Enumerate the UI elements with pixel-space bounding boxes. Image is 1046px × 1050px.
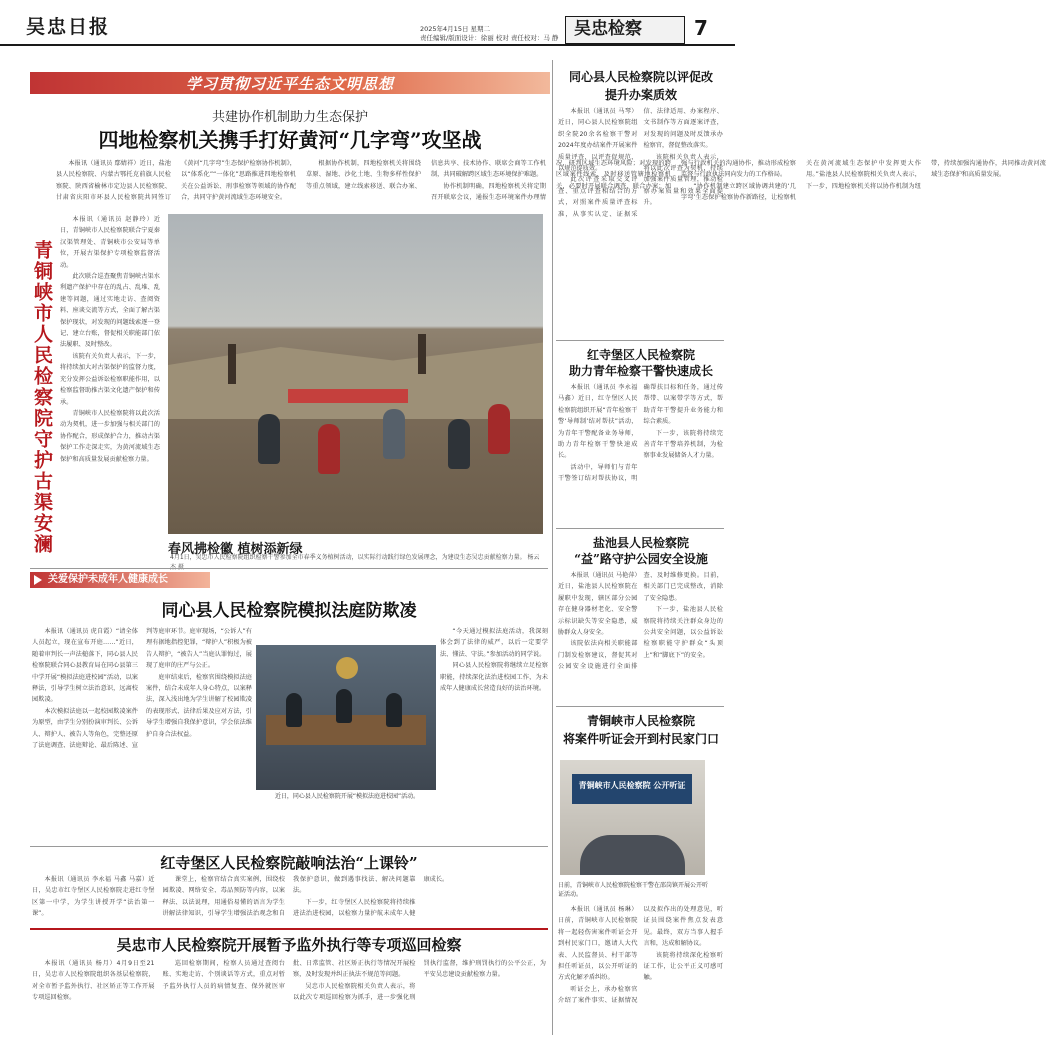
photo-person [386,693,402,727]
hongsipu-help-body [558,382,723,526]
lead-headline-quote: “几字弯”攻坚战 [338,128,482,152]
wuzhong-supervision-body [32,958,546,1036]
tongxin-rating-paragraph: 本报讯（通讯员 马琴）近日，同心县人民检察院组织全院20余名检察干警对2024年度办结案件开展案件质量评查，以评查促规范，以规范提质效。 [558,108,638,173]
photo-tree [228,344,236,384]
hongsipu-help-paragraph: 本报讯（通讯员 李永福 马鑫）近日，红寺堡区人民检察院组织开展“青年检察干警‘导师制’结对帮扶”活动，为青年干警配备业务导师，助力青年检察干警快速成长。 [558,384,638,460]
tongxia-hearing-paragraph: 该院将持续深化检察听证工作，让公平正义可感可触。 [643,951,723,982]
section-rule [556,340,724,341]
photo-title: 春风拂检徽 植树添新绿 [168,542,303,557]
yanchi-headline-1: 盐池县人民检察院 [592,536,689,550]
hongsipu-law-paragraph: 课堂上，检察官结合真实案例，围绕校园欺凌、网络安全、毒品预防等内容，以案释法、以法说理，用通俗易懂的语言为学生讲解法律知识，引导学生增强法治观念和自我保护意识，做到遇事找法、解决问题靠法。 [162,876,416,918]
wuzhong-supervision-paragraph: 本报讯（通讯员 杨月）4月9日至21日，吴忠市人民检察院组织各基层检察院，对全市暂予监外执行、社区矫正等工作开展专项巡回检察。 [32,960,155,1002]
minors-body-left [32,626,252,841]
hongsipu-help-headline-2: 助力青年检察干警快速成长 [568,364,713,378]
lead-paragraph: 根据协作机制，四地检察机关将围绕草原、湿地、沙化土地、生物多样性保护等重点领域，建立线索移送、联合办案、信息共享、技术协作、联席会商等工作机制，共同破解跨区域生态环境保护难题。 [306,160,546,190]
moot-court-photo [256,645,436,790]
wuzhong-supervision-headline: 吴忠市人民检察院开展暂予监外执行等专项巡回检察 [116,936,462,954]
tongxia-paragraph: 该院有关负责人表示，下一步，将持续加大对古渠保护的监督力度，充分发挥公益诉讼检察职能作用，以检察监督助推古渠文化遗产保护和传承。 [60,352,160,406]
tongxia-hearing-paragraph: 本报讯（通讯员 杨琳）日前，青铜峡市人民检察院将一起轻伤害案件听证会开到村民家门口，邀请人大代表、人民监督员、村干部等担任听证员，以公开听证的方式化解矛盾纠纷。 [558,906,638,982]
hongsipu-help-paragraph: 下一步，该院将持续完善青年干警培养机制，为检察事业发展储备人才力量。 [643,429,723,460]
lead-headline [30,124,550,153]
tongxia-vertical-title: 青铜峡市人民检察院守护古渠安澜 [31,240,53,555]
wuzhong-supervision-paragraph: 吴忠市人民检察院相关负责人表示，将以此次专项巡回检察为抓手，进一步强化刑罚执行监督，维护刑罚执行的公平公正，为平安吴忠建设贡献检察力量。 [293,960,546,1002]
masthead [0,0,735,46]
issue-date: 2025年4月15日 星期二 [420,25,491,33]
minors-paragraph: 庭审结束后，检察官围绕模拟法庭案件，结合未成年人身心特点，以案释法，深入浅出地为学生讲解了校园欺凌的表现形式、法律后果及应对方法，引导学生增强自我保护意识，学会依法维护自身合法权益。 [146,673,252,738]
yanchi-paragraph: 该院依法向相关职能部门制发检察建议，督促其对公园安全设施进行全面排查、及时维修更换。目前，相关部门已完成整改，消除了安全隐患。 [558,572,723,671]
lead-kicker: 共建协作机制助力生态保护 [211,110,368,125]
page-number: 7 [694,16,708,40]
photo-figure [488,404,510,454]
tongxia-hearing-headline-1: 青铜峡市人民检察院 [586,714,695,728]
photo-caption: 4月1日，吴忠市人民检察院组织检察干警参加全市春季义务植树活动，以实际行动践行绿色发展理念，为建设生态吴忠贡献检察力量。 杨云 [170,554,540,561]
hongsipu-law-paragraph: 下一步，红寺堡区人民检察院将持续推进法治进校园，以检察力量护航未成年人健康成长。 [293,876,449,918]
section-rule [556,528,724,529]
topic-banner-text: 学习贯彻习近平生态文明思想 [185,74,394,93]
tongxin-rating-headline-2: 提升办案质效 [604,88,677,102]
minors-paragraph: 同心县人民检察院将继续立足检察职能，持续深化法治进校园工作，为未成年人健康成长营造良好的法治环境。 [440,662,548,693]
tongxin-rating-paragraph: 该院相关负责人表示，将以此次评查为契机，持续加强案件质量管理，推动检察办案质量和效果全面提升。 [643,153,723,207]
photo-figure [448,419,470,469]
tree-planting-photo [168,214,543,534]
photo-figure [383,409,405,459]
hearing-photo-caption: 日前，青铜峡市人民检察院检察干警在邵岗镇开展公开听证活动。 [558,882,709,898]
hearing-photo [560,760,705,875]
photo-signboard-text: 青铜峡市人民检察院 公开听证 [578,781,686,790]
tongxia-paragraph: 此次联合巡查聚焦青铜峡古渠水利遗产保护中存在的乱占、乱堆、乱建等问题，通过实地走访、查阅资料、座谈交流等方式，全面了解古渠保护现状，对发现的问题线索逐一登记、建立台账，督促相关职能部门依法履职、及时整改。 [60,273,160,349]
minors-headline: 同心县人民检察院模拟法庭防欺凌 [161,601,417,621]
hongsipu-law-body [32,874,546,926]
tongxin-rating-paragraph: 此次评查采取交叉评查、重点评查相结合的方式，对照案件质量评查标准，从事实认定、证据采信、法律适用、办案程序、文书制作等方面逐案评查，对发现的问题及时反馈承办检察官，督促整改落实。 [558,108,723,218]
tongxia-paragraph: 本报讯（通讯员 赵静玲）近日，青铜峡市人民检察院联合宁夏秦汉渠管理处、青铜峡市公安局等单位，开展古渠保护专项检察监督活动。 [60,216,160,269]
tongxia-paragraph: 青铜峡市人民检察院将以此次活动为契机，进一步加强与相关部门的协作配合，形成保护合力，推动古渠保护工作走深走实，为黄河流域生态保护和高质量发展贡献检察力量。 [60,409,160,463]
paper-name: 吴忠日报 [26,16,111,38]
column-divider [552,60,553,1035]
hongsipu-law-headline: 红寺堡区人民检察院敲响法治“上课铃” [160,854,418,872]
tongxia-hearing-body [558,904,723,1032]
yanchi-paragraph: 本报讯（通讯员 马艳萍）近日，盐池县人民检察院在履职中发现，辖区部分公园存在健身器材老化、安全警示标识缺失等安全隐患，威胁群众人身安全。 [558,572,638,637]
court-emblem-icon [336,657,358,679]
minors-paragraph: “今天通过模拟法庭活动，我深刻体会到了法律的威严，以后一定要学法、懂法、守法。”参加活动的同学说。 [440,628,548,658]
photo-figure [258,414,280,464]
photo-hillside [168,329,543,419]
lead-headline-main: 四地检察机关携手打好黄河 [98,128,339,152]
section-rule [30,928,548,930]
moot-court-caption: 近日，同心县人民检察院开展“模拟法庭进校园”活动。 [274,793,420,800]
section-title: 吴忠检察 [565,16,685,44]
yanchi-headline-2: “益”路守护公园安全设施 [574,552,708,566]
minors-paragraph: 本报讯（通讯员 虎自霞）“请全体人员起立，现在宣布开庭……”近日，随着审判长一声法槌落下，同心县人民检察院联合同心县教育局在同心县第三中学开展“模拟法庭进校园”活动，以案释法，引导学生树立法治意识，远离校园欺凌。 [32,628,138,704]
lead-paragraph: “协作机制建立跨区域协调共建的‘几字弯’生态保护检察协作新路径，让检察机关在黄河流域生态保护中发挥更大作用。”盐池县人民检察院相关负责人表示，下一步，四地检察机关将以协作机制为纽带，持续加强沟通协作，共同推动黄河流域生态保护和高质量发展。 [681,160,1046,202]
hongsipu-help-headline-1: 红寺堡区人民检察院 [586,348,695,362]
wuzhong-supervision-paragraph: 巡回检察期间，检察人员通过查阅台账、实地走访、个别谈话等方式，重点对暂予监外执行人员的病情复查、保外就医审批、日常监管、社区矫正执行等情况开展检察，及时发现并纠正执法不规范等问题。 [162,960,416,990]
tongxia-hearing-headline-2: 将案件听证会开到村民家门口 [562,732,719,746]
tongxia-body [60,214,160,566]
photo-person [286,693,302,727]
hongsipu-law-paragraph: 本报讯（通讯员 李永福 马鑫 马嘉）近日，吴忠市红寺堡区人民检察院走进红寺堡区第一中学，为学生讲授开学“法治第一课”。 [32,876,155,918]
section-rule [556,706,724,707]
tongxia-hearing-paragraph: 听证会上，承办检察官介绍了案件事实、证据情况以及拟作出的处理意见，听证员围绕案件焦点发表意见。最终，双方当事人握手言和，达成和解协议。 [558,906,723,1005]
minors-body-right [440,626,548,841]
photo-banner [288,389,408,403]
minors-section-tag: 关爱保护未成年人健康成长 [30,572,210,588]
tongxin-rating-headline-1: 同心县人民检察院以评促改 [568,70,713,84]
tongxin-rating-body [558,106,723,338]
lead-paragraph: 本报讯（通讯员 鄢婧祥）近日，盐池县人民检察院、内蒙古鄂托克前旗人民检察院、陕西省榆林市定边县人民检察院、甘肃省庆阳市环县人民检察院共同签订《黄河“几字弯”生态保护检察协作机制》，以“体系化”“一体化”思路推进四地检察机关在公益诉讼、刑事检察等领域的协作配合，共同守护黄河流域生态环境安全。 [56,160,296,202]
minors-paragraph: 本次模拟法庭以一起校园欺凌案件为原型，由学生分别扮演审判长、公诉人、辩护人、被告人等角色，完整还原了法庭调查、法庭辩论、最后陈述、宣判等庭审环节。庭审现场，“公诉人”有理有据地指控犯罪，“辩护人”积极为被告人辩护，“被告人”当庭认罪悔过，展现了庭审的庄严与公正。 [32,628,252,750]
photo-attendees [580,835,685,875]
lead-paragraph: 协作机制明确，四地检察机关将定期召开联席会议，通报生态环境案件办理情况，研判区域生态环境风险；对发现的跨区域案件线索，及时移送管辖地检察机关，必要时开展联合调查、联合办案；加强与行政机关的沟通协作，推动形成检察监督与行政执法同向发力的工作格局。 [431,160,796,202]
yanchi-body [558,570,723,704]
hongsipu-help-paragraph: 活动中，导师们与青年干警签订结对帮扶协议，明确帮扶目标和任务，通过传帮带、以案带学等方式，帮助青年干警提升业务能力和综合素质。 [558,384,723,483]
yanchi-paragraph: 下一步，盐池县人民检察院将持续关注群众身边的公共安全问题，以公益诉讼检察职能守护群众“头顶上”和“脚底下”的安全。 [643,606,723,659]
photo-person [336,689,352,723]
topic-banner [30,72,550,94]
section-rule [30,846,548,847]
photo-tree [418,334,426,374]
section-rule [30,568,548,569]
editor-credits: 责任编辑/版面设计：徐丽 校对 责任校对：马 静 [420,34,559,42]
photo-figure [318,424,340,474]
